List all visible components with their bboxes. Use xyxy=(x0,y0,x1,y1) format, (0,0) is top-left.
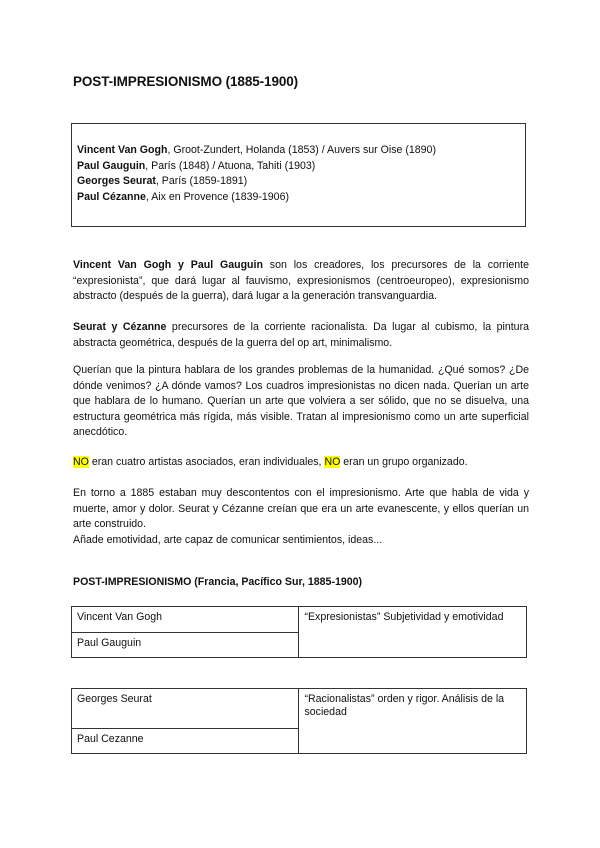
table-cell: “Expresionistas” Subjetividad y emotividad xyxy=(299,607,527,658)
paragraph-humanity: Querían que la pintura hablara de los grandes problemas de la humanidad. ¿Qué somos? ¿De dónde venimos? ¿A dónde vamos? Los cuadros impresionistas no dicen nada. Querían un arte que hablara de lo humano. Querían un arte que volviera a ser sólido, que no se disuelva, una estructura geométrica más rígida, más visible. Tratan al impresionismo como un arte superficial anecdótico. xyxy=(73,364,529,439)
artist-detail: , Groot-Zundert, Holanda (1853) / Auvers sur Oise (1890) xyxy=(167,144,436,156)
artist-line xyxy=(77,159,520,175)
page-title: POST-IMPRESIONISMO (1885-1900) xyxy=(73,74,299,89)
paragraph-text: eran un grupo organizado. xyxy=(340,456,468,468)
highlighted-text: NO xyxy=(324,456,341,468)
table-cell: Paul Cezanne xyxy=(72,729,299,754)
artist-line xyxy=(77,143,520,159)
paragraph-text: precursores de la corriente racionalista. Da lugar al cubismo, la pintura abstracta geométrica, después de la guerra del op art, minimalismo. xyxy=(73,321,529,349)
expressionists-table xyxy=(71,606,527,658)
paragraph-no-group xyxy=(73,455,529,471)
paragraph-creators xyxy=(73,258,529,305)
paragraph-text: Añade emotividad, arte capaz de comunicar sentimientos, ideas... xyxy=(73,533,383,546)
artists-info-box xyxy=(71,123,526,227)
rationalists-table xyxy=(71,688,527,754)
artist-detail: , París (1859-1891) xyxy=(155,175,248,187)
artist-name: Paul Gauguin xyxy=(77,159,146,172)
table-cell: Vincent Van Gogh xyxy=(72,607,299,633)
paragraph-rationalists xyxy=(73,320,529,351)
bold-lead: Vincent Van Gogh y Paul Gauguin xyxy=(73,259,263,271)
table-cell: “Racionalistas” orden y rigor. Análisis de la sociedad xyxy=(299,689,527,754)
artist-line xyxy=(77,190,520,206)
paragraph-1885 xyxy=(73,486,529,548)
section-title: POST-IMPRESIONISMO (Francia, Pacífico Sur, 1885-1900) xyxy=(73,576,363,588)
artist-name: Vincent Van Gogh xyxy=(77,144,168,156)
bold-lead: Seurat y Cézanne xyxy=(73,321,167,333)
artist-line xyxy=(77,174,520,190)
artist-detail: , París (1848) / Atuona, Tahiti (1903) xyxy=(145,159,316,172)
table-cell: Georges Seurat xyxy=(72,689,299,729)
table-cell: Paul Gauguin xyxy=(72,633,299,658)
paragraph-text: En torno a 1885 estaban muy descontentos con el impresionismo. Arte que habla de vida y muerte, amor y dolor. Seurat y Cézanne creían que era un arte evanescente, y ellos querían un arte construido. xyxy=(73,487,529,531)
paragraph-text: son los creadores, los precursores de la corriente “expresionista”, que dará lugar al fauvismo, expresionismos (centroeuropeo), expresionismo abstracto (después de la guerra), dará lugar a la generación transvanguardia. xyxy=(73,259,529,303)
highlighted-text: NO xyxy=(73,456,89,468)
paragraph-text: eran cuatro artistas asociados, eran individuales, xyxy=(88,456,325,468)
artist-name: Paul Cézanne xyxy=(77,190,146,203)
artist-detail: , Aix en Provence (1839-1906) xyxy=(145,190,289,203)
artist-name: Georges Seurat xyxy=(77,175,156,187)
